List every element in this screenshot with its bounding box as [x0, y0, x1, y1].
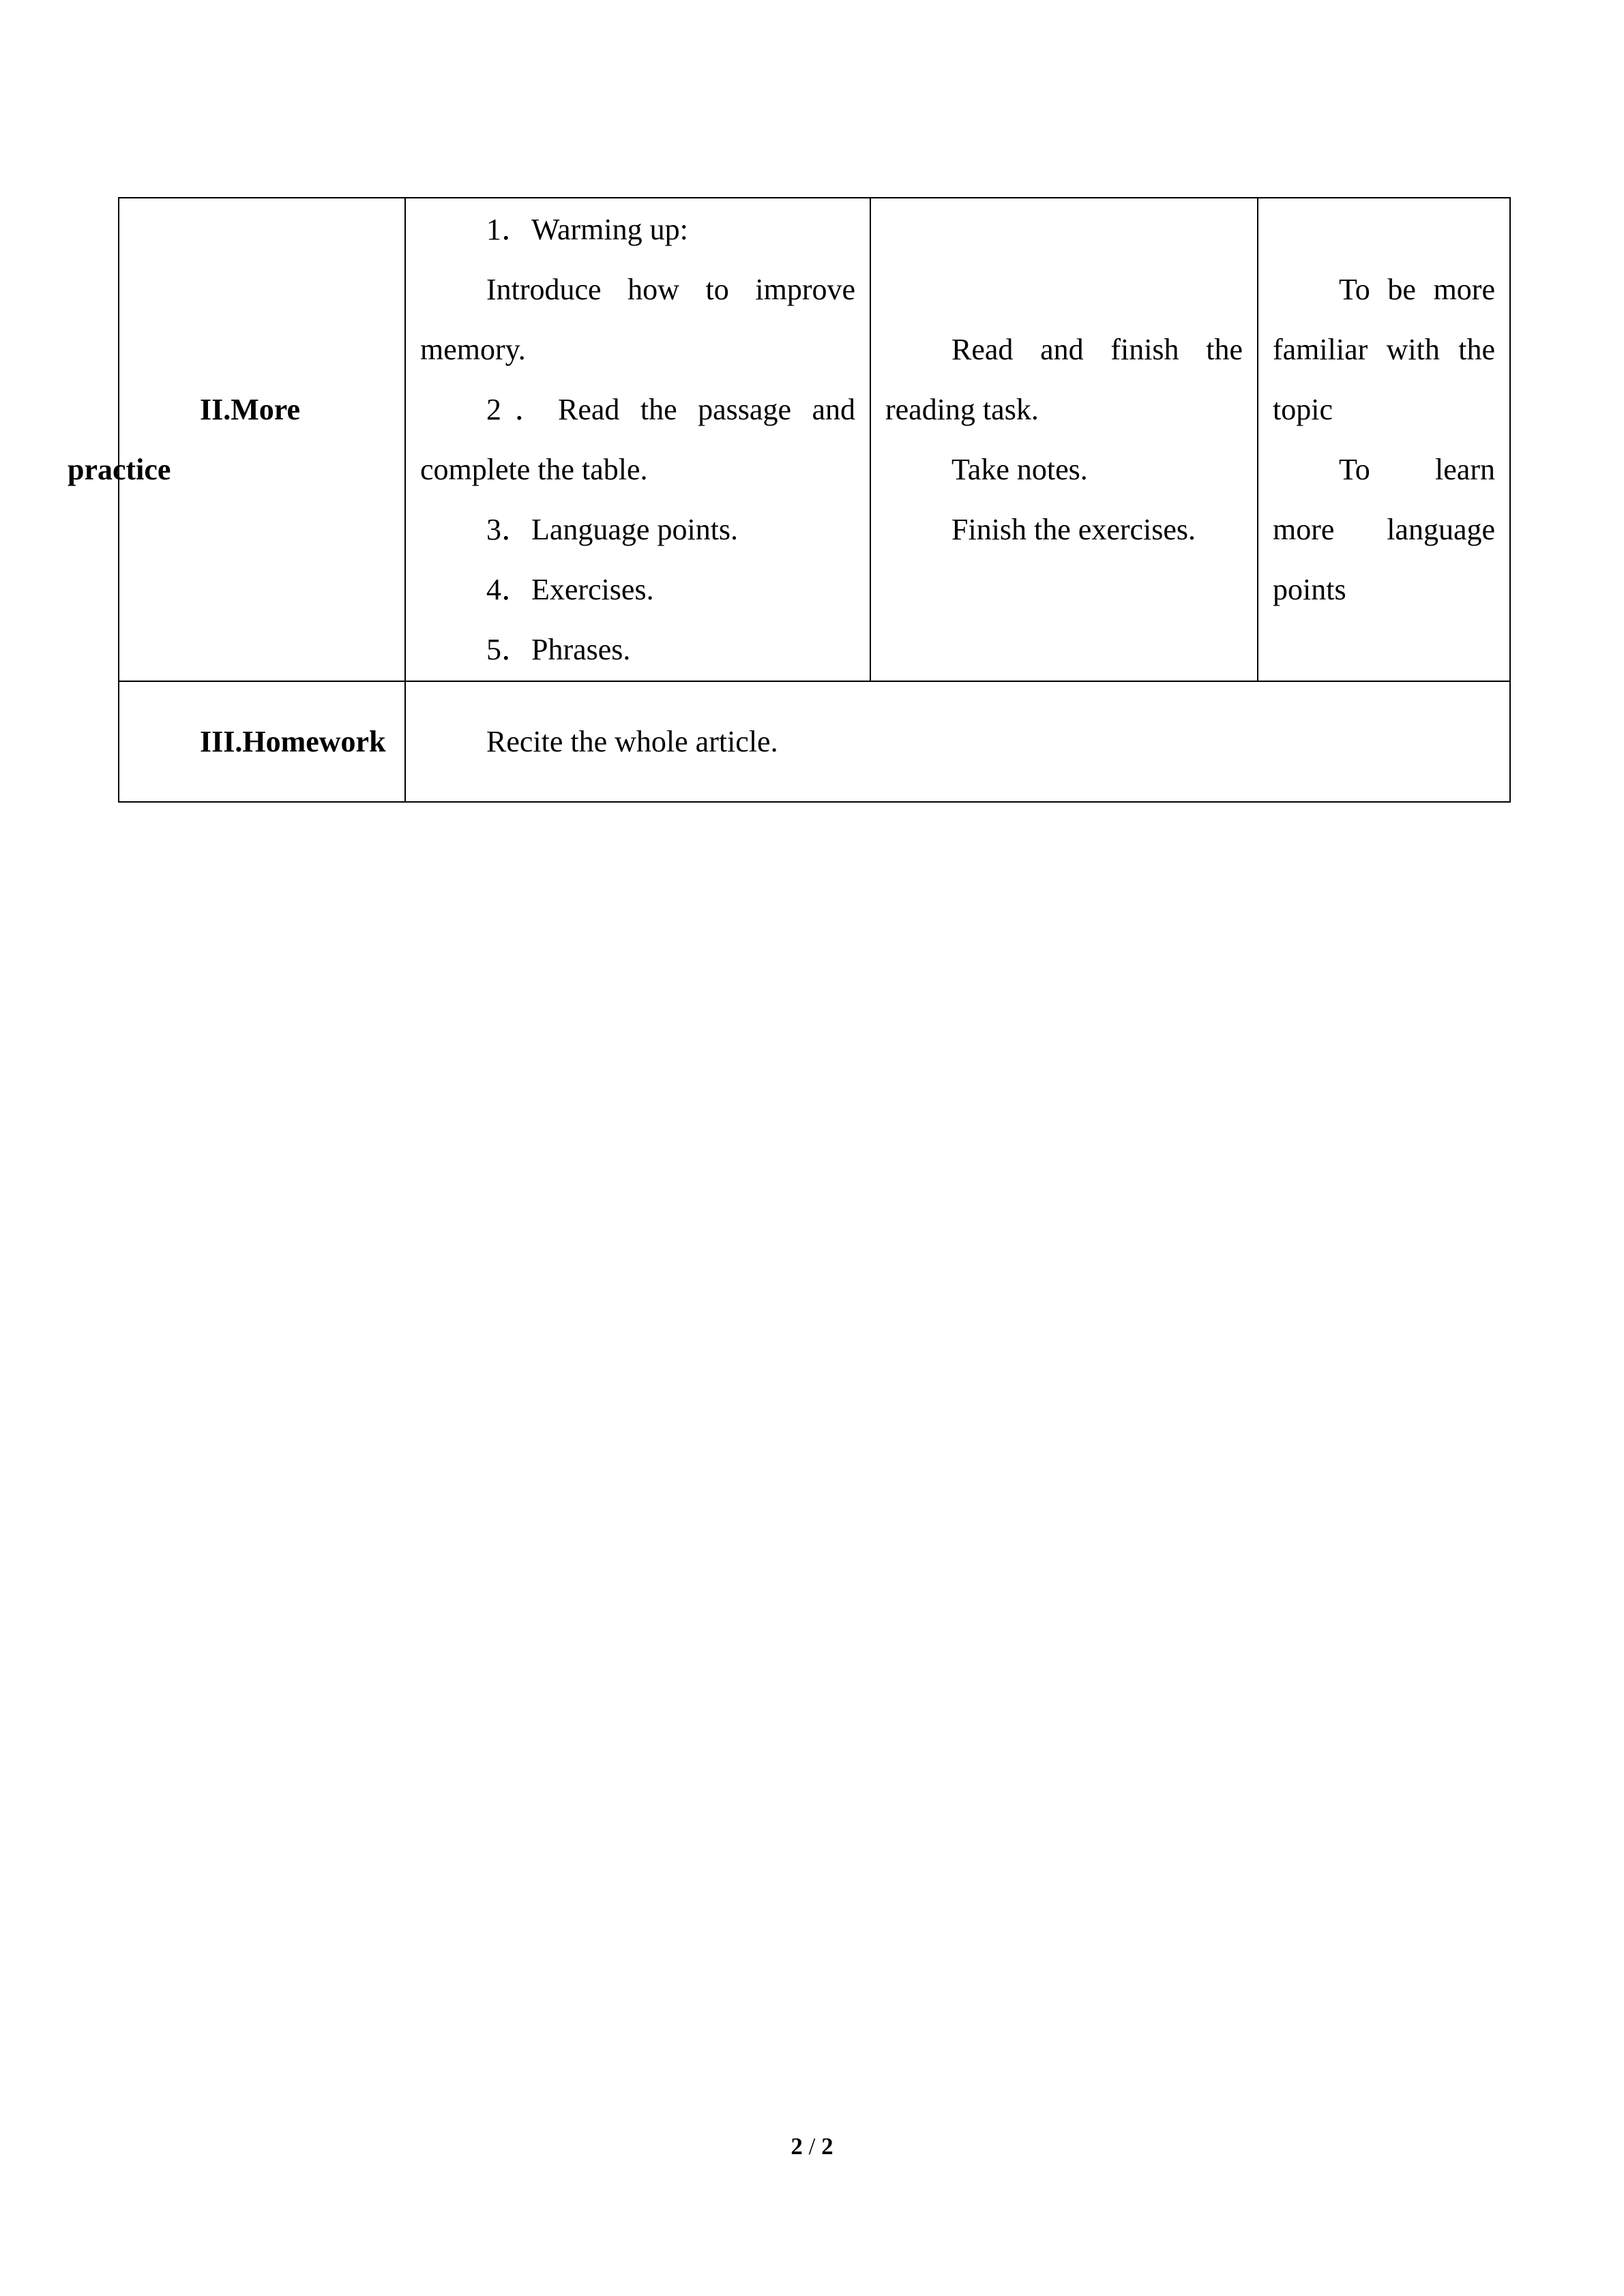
- stage-title-line1: II.More: [200, 392, 301, 426]
- purpose-1: To be more familiar with the topic: [1273, 272, 1495, 426]
- teacher-activities-cell: [405, 198, 870, 681]
- teacher-step-3: 3．Language points.: [486, 512, 739, 546]
- student-activities-cell: [870, 198, 1258, 681]
- purpose-2: To learn more language points: [1273, 452, 1495, 606]
- teacher-step-1: 1．Warming up:: [486, 212, 688, 246]
- current-page-number: 2: [791, 2133, 803, 2160]
- total-page-count: 2: [821, 2133, 833, 2160]
- table-row-homework: [119, 681, 1510, 802]
- student-activity-3: Finish the exercises.: [951, 512, 1196, 546]
- stage-cell-homework: III.Homework: [119, 681, 405, 802]
- page-number: [0, 2133, 1624, 2160]
- teacher-step-4: 4．Exercises.: [486, 572, 654, 606]
- lesson-plan-table: [68, 197, 1511, 803]
- stage-title-line2: practice: [68, 452, 171, 486]
- student-activity-1: Read and finish the reading task.: [885, 332, 1243, 426]
- homework-task-cell: [405, 681, 1510, 802]
- page-number-separator: /: [808, 2133, 816, 2160]
- purpose-cell: [1258, 198, 1510, 681]
- teacher-step-5: 5．Phrases.: [486, 632, 631, 666]
- teacher-step-1-detail: Introduce how to improve memory.: [420, 272, 855, 366]
- stage-cell-more-practice: [68, 198, 405, 681]
- student-activity-2: Take notes.: [951, 452, 1088, 486]
- table-row-more-practice: [119, 198, 1510, 681]
- teacher-step-2: 2．Read the passage and complete the table.: [420, 392, 855, 486]
- homework-task: Recite the whole article.: [486, 724, 778, 758]
